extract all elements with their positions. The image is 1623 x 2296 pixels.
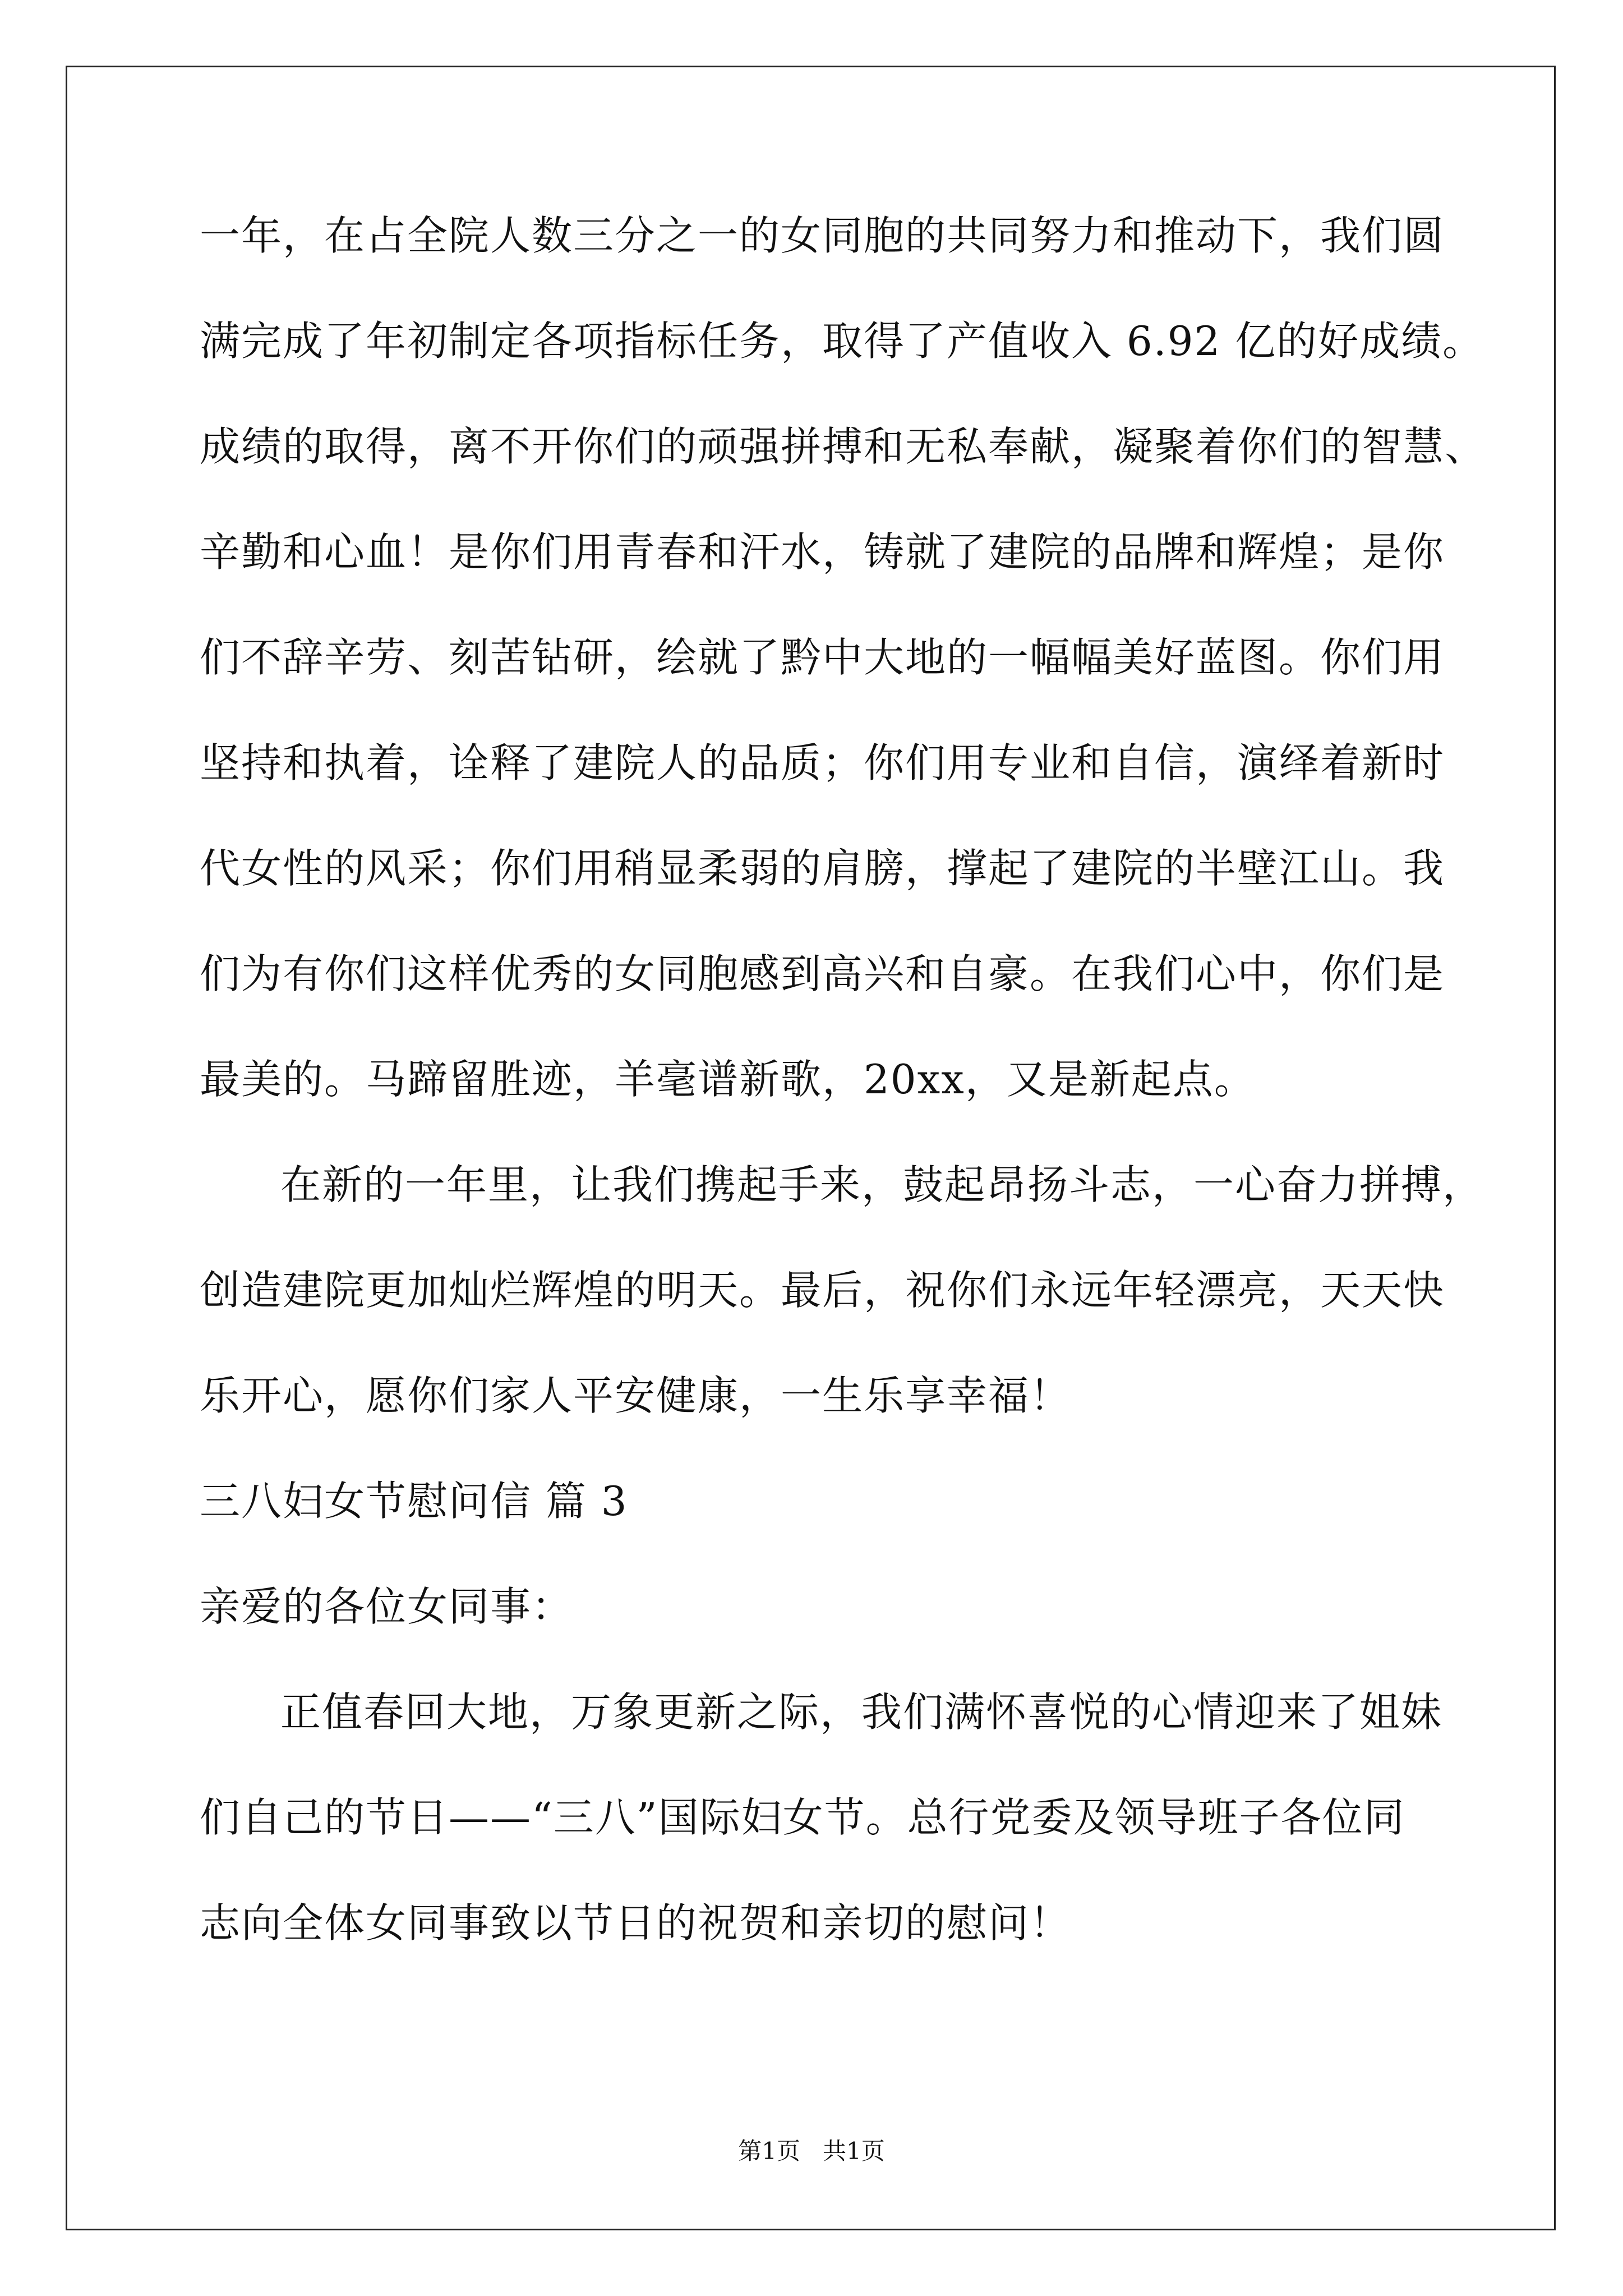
section-heading: 三八妇女节慰问信 篇 3 bbox=[200, 1478, 628, 1525]
body-line-16: 们自己的节日——“三八”国际妇女节。总行党委及领导班子各位同 bbox=[200, 1794, 1405, 1841]
body-line-12: 乐开心，愿你们家人平安健康，一生乐享幸福！ bbox=[200, 1372, 1072, 1419]
body-line-9: 最美的。马蹄留胜迹，羊毫谱新歌，20xx，又是新起点。 bbox=[200, 1056, 1256, 1103]
body-line-2: 满完成了年初制定各项指标任务，取得了产值收入 6.92 亿的好成绩。 bbox=[200, 318, 1484, 365]
body-line-17: 志向全体女同事致以节日的祝贺和亲切的慰问！ bbox=[200, 1899, 1072, 1947]
body-line-3: 成绩的取得，离不开你们的顽强拼搏和无私奉献，凝聚着你们的智慧、 bbox=[200, 423, 1487, 470]
body-line-7: 代女性的风采；你们用稍显柔弱的肩膀，撑起了建院的半壁江山。我 bbox=[200, 845, 1445, 892]
salutation: 亲爱的各位女同事： bbox=[200, 1583, 574, 1630]
body-line-4: 辛勤和心血！是你们用青春和汗水，铸就了建院的品牌和辉煌；是你 bbox=[200, 528, 1445, 576]
body-line-1: 一年，在占全院人数三分之一的女同胞的共同努力和推动下，我们圆 bbox=[200, 212, 1445, 259]
page-number-footer: 第1页 共1页 bbox=[738, 2137, 885, 2165]
body-line-5: 们不辞辛劳、刻苦钻研，绘就了黔中大地的一幅幅美好蓝图。你们用 bbox=[200, 634, 1445, 681]
body-line-8: 们为有你们这样优秀的女同胞感到高兴和自豪。在我们心中，你们是 bbox=[200, 950, 1445, 997]
body-line-11: 创造建院更加灿烂辉煌的明天。最后，祝你们永远年轻漂亮，天天快 bbox=[200, 1267, 1445, 1314]
body-line-10: 在新的一年里，让我们携起手来，鼓起昂扬斗志，一心奋力拼搏， bbox=[280, 1161, 1484, 1208]
body-line-15: 正值春回大地，万象更新之际，我们满怀喜悦的心情迎来了姐妹 bbox=[280, 1688, 1443, 1736]
body-line-6: 坚持和执着，诠释了建院人的品质；你们用专业和自信，演绎着新时 bbox=[200, 739, 1445, 786]
